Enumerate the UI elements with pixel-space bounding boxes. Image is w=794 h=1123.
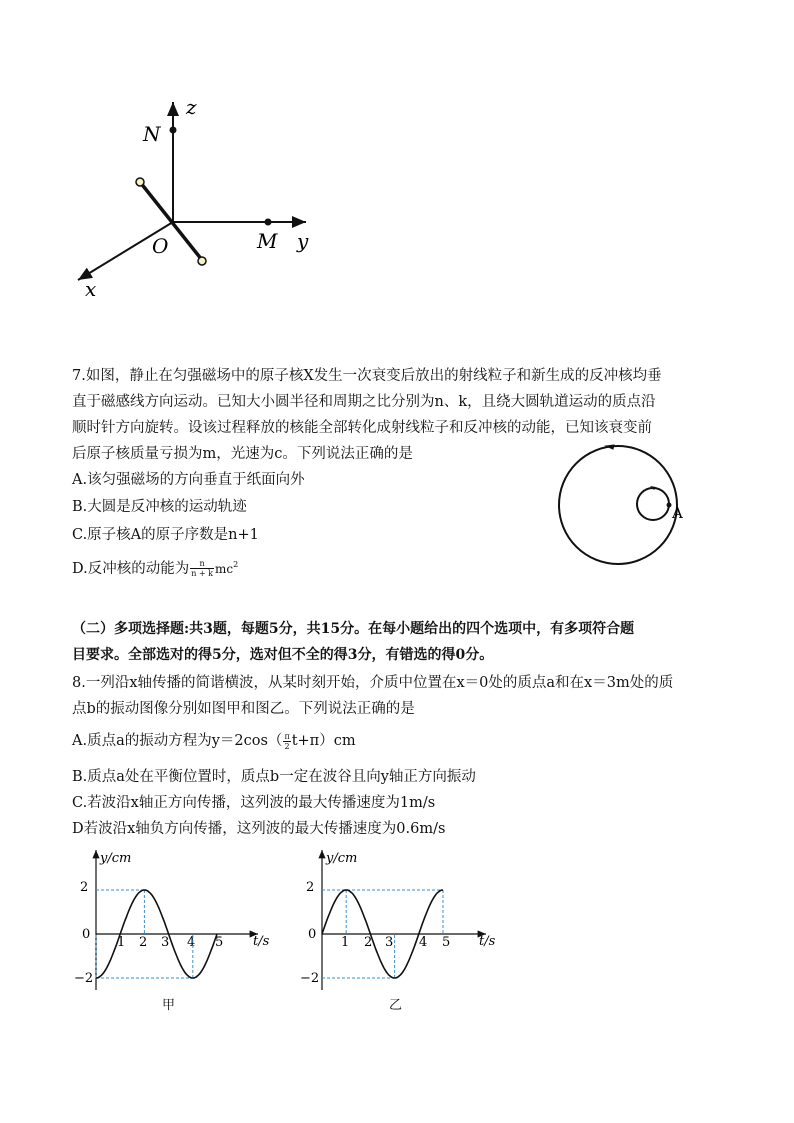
graph-jia-ylabel: y/cm <box>100 851 132 866</box>
q7-option-d-prefix: D.反冲核的动能为 <box>72 560 190 577</box>
q7-option-b: B.大圆是反冲核的运动轨迹 <box>72 499 247 515</box>
q8-option-a-numerator: π <box>284 731 290 741</box>
q8-option-a-prefix: A.质点a的振动方程为y＝2cos（ <box>72 733 283 749</box>
q8-option-a-suffix: t+π）cm <box>291 733 356 749</box>
label-m: M <box>257 229 278 253</box>
q7-option-d-numerator: n <box>190 559 214 569</box>
graph-yi-xtick-4: 4 <box>419 935 428 950</box>
label-n: N <box>143 122 161 146</box>
q7-stem-line-1: 7.如图，静止在匀强磁场中的原子核X发生一次衰变后放出的射线粒子和新生成的反冲核均垂 <box>72 368 662 384</box>
q7-stem-line-4: 后原子核质量亏损为m，光速为c。下列说法正确的是 <box>72 446 413 462</box>
graph-yi-caption: 乙 <box>389 998 403 1013</box>
section2-heading-line-1: （二）多项选择题:共3题，每题5分，共15分。在每小题给出的四个选项中，有多项符合题 <box>72 621 635 637</box>
q8-option-c: C.若波沿x轴正方向传播，这列波的最大传播速度为1m/s <box>72 795 436 811</box>
q7-option-d-denominator: n + k <box>191 569 214 579</box>
graph-jia-ytick-neg2: −2 <box>74 971 94 986</box>
q8-option-a-fraction <box>283 732 290 751</box>
large-circle <box>559 446 677 564</box>
graph-jia-xtick-4: 4 <box>187 935 196 950</box>
graph-jia-xtick-2: 2 <box>139 935 148 950</box>
label-o: O <box>152 234 169 258</box>
q7-stem-line-2: 直于磁感线方向运动。已知大小圆半径和周期之比分别为n、k，且绕大圆轨道运动的质点沿 <box>72 394 656 410</box>
q7-option-a: A.该匀强磁场的方向垂直于纸面向外 <box>72 472 305 488</box>
q8-stem-line-1: 8.一列沿x轴传播的简谐横波，从某时刻开始，介质中位置在x＝0处的质点a和在x＝3m处的质 <box>72 675 674 691</box>
graph-jia-xtick-5: 5 <box>215 935 224 950</box>
q8-option-a-denominator: 2 <box>284 741 290 751</box>
graph-jia-xtick-3: 3 <box>161 935 170 950</box>
point-m <box>265 219 272 226</box>
graph-yi-xtick-3: 3 <box>385 935 394 950</box>
q8-option-a <box>72 731 356 751</box>
q7-option-d <box>72 555 238 579</box>
small-circle <box>637 488 669 520</box>
graph-yi-ytick-neg2: −2 <box>300 971 320 986</box>
graph-jia-caption: 甲 <box>162 998 176 1013</box>
q7-option-d-suffix: mc <box>215 561 234 576</box>
point-n <box>170 127 177 134</box>
graph-jia-xtick-1: 1 <box>117 935 126 950</box>
graph-yi-xtick-5: 5 <box>442 935 451 950</box>
q7-option-c: C.原子核A的原子序数是n+1 <box>72 527 259 543</box>
label-a: A <box>672 504 683 522</box>
graph-yi-ytick-2: 2 <box>306 880 315 895</box>
graph-yi-ylabel: y/cm <box>326 851 358 866</box>
graph-yi-xtick-2: 2 <box>364 935 373 950</box>
graph-jia-ytick-2: 2 <box>80 880 89 895</box>
coordinate-axes-figure <box>60 90 330 310</box>
graph-jia-xlabel: t/s <box>253 934 270 949</box>
graph-yi-xlabel: t/s <box>479 934 496 949</box>
graph-yi-xtick-1: 1 <box>341 935 350 950</box>
graph-yi <box>296 842 496 1002</box>
q8-stem-line-2: 点b的振动图像分别如图甲和图乙。下列说法正确的是 <box>72 701 415 717</box>
q7-option-d-fraction <box>190 559 214 578</box>
graph-yi-ytick-0: 0 <box>308 927 317 942</box>
circle-orbits-figure <box>550 440 710 570</box>
section2-heading-line-2: 目要求。全部选对的得5分，选对但不全的得3分，有错选的得0分。 <box>72 647 494 663</box>
q7-option-d-sup: 2 <box>233 560 239 569</box>
q8-option-d: D若波沿x轴负方向传播，这列波的最大传播速度为0.6m/s <box>72 821 446 837</box>
q7-stem-line-3: 顺时针方向旋转。设该过程释放的核能全部转化成射线粒子和反冲核的动能，已知该衰变前 <box>72 420 652 436</box>
large-circle-arrow <box>606 445 614 449</box>
graph-jia <box>70 842 270 1002</box>
point-a <box>667 503 672 508</box>
label-x: x <box>85 277 97 301</box>
rod-end-bottom <box>198 257 206 265</box>
label-y: y <box>297 229 309 253</box>
rod-end-top <box>136 178 144 186</box>
label-z: z <box>186 95 197 119</box>
q8-option-b: B.质点a处在平衡位置时，质点b一定在波谷且向y轴正方向振动 <box>72 769 476 785</box>
graph-jia-ytick-0: 0 <box>82 927 91 942</box>
